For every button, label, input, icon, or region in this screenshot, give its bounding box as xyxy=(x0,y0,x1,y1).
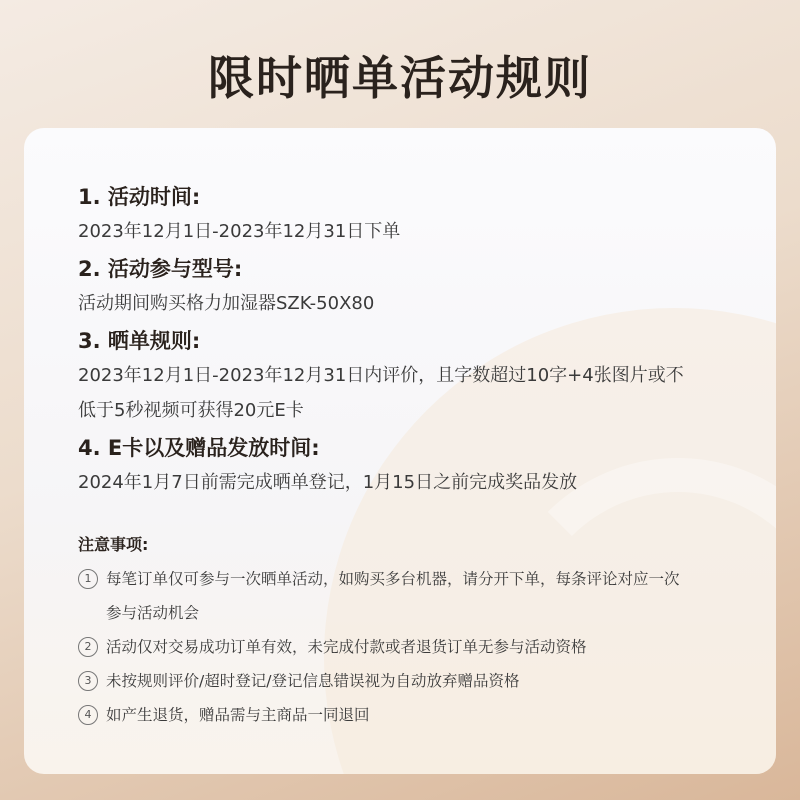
circled-number-icon: 2 xyxy=(78,637,98,657)
section-models xyxy=(78,252,756,321)
note-text-line: 参与活动机会 xyxy=(106,604,200,622)
section-activity-time xyxy=(78,180,756,249)
note-item xyxy=(78,664,756,698)
circled-number-icon: 3 xyxy=(78,671,98,691)
section-body-line: 低于5秒视频可获得20元E卡 xyxy=(78,400,304,421)
note-item xyxy=(78,562,756,630)
note-item xyxy=(78,698,756,732)
circled-number-icon: 1 xyxy=(78,569,98,589)
note-text: 活动仅对交易成功订单有效，未完成付款或者退货订单无参与活动资格 xyxy=(106,638,587,656)
section-title: 1. 活动时间: xyxy=(78,185,201,209)
section-review-rules xyxy=(78,324,756,428)
section-distribution-time xyxy=(78,431,756,500)
note-text xyxy=(106,562,756,630)
section-body: 2024年1月7日前需完成晒单登记，1月15日之前完成奖品发放 xyxy=(78,472,578,493)
notes-section xyxy=(78,528,756,732)
note-text: 未按规则评价/超时登记/登记信息错误视为自动放弃赠品资格 xyxy=(106,672,520,690)
section-body: 活动期间购买格力加湿器SZK-50X80 xyxy=(78,293,375,314)
section-body xyxy=(78,358,756,428)
rules-card xyxy=(24,128,776,774)
note-text: 如产生退货，赠品需与主商品一同退回 xyxy=(106,706,370,724)
section-body: 2023年12月1日-2023年12月31日下单 xyxy=(78,221,401,242)
rules-content xyxy=(78,180,756,732)
notes-title: 注意事项: xyxy=(78,535,149,554)
section-title: 3. 晒单规则: xyxy=(78,329,201,353)
page-title: 限时晒单活动规则 xyxy=(208,51,592,105)
section-title: 2. 活动参与型号: xyxy=(78,257,243,281)
note-text-line: 每笔订单仅可参与一次晒单活动，如购买多台机器，请分开下单，每条评论对应一次 xyxy=(106,570,680,588)
note-item xyxy=(78,630,756,664)
section-body-line: 2023年12月1日-2023年12月31日内评价，且字数超过10字+4张图片或不 xyxy=(78,365,684,386)
section-title: 4. E卡以及赠品发放时间: xyxy=(78,436,320,460)
circled-number-icon: 4 xyxy=(78,705,98,725)
